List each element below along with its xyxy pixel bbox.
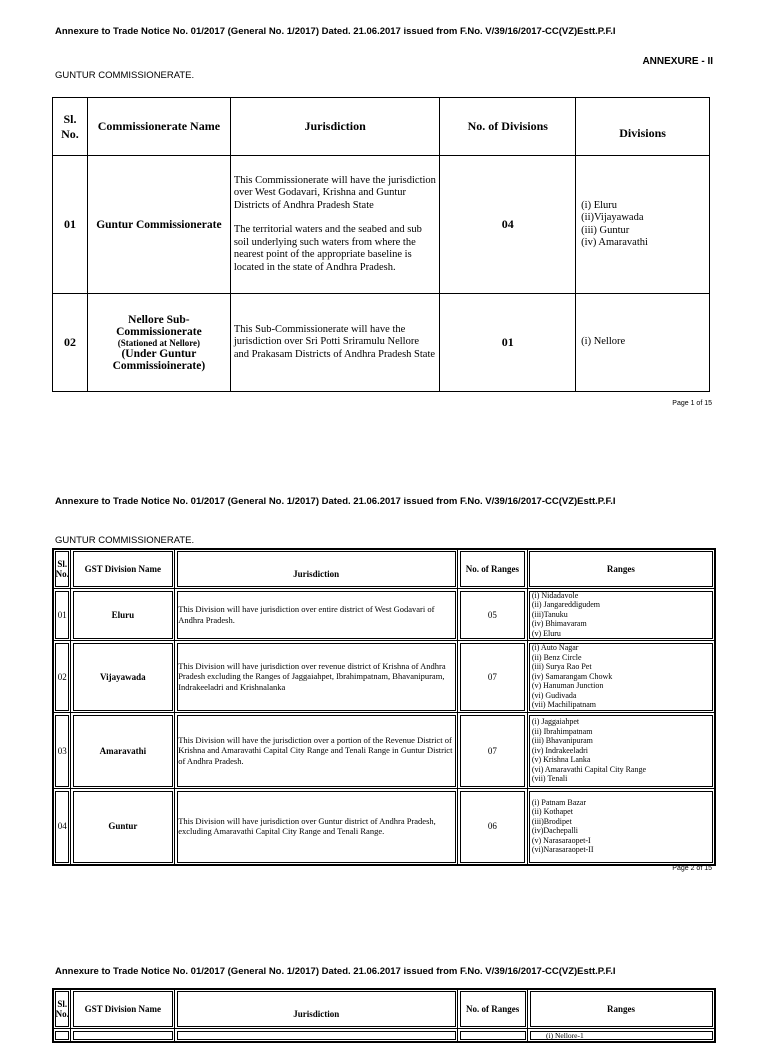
header-no-of-ranges: No. of Ranges xyxy=(458,549,528,589)
cell-sl-no: 01 xyxy=(53,589,71,641)
range-item: (i) Jaggaiahpet xyxy=(531,717,580,727)
range-item: (i) Auto Nagar xyxy=(531,643,579,653)
table-header-row xyxy=(53,549,715,589)
table-row xyxy=(53,641,715,713)
cell-no-of-ranges: 05 xyxy=(458,589,528,641)
annexure-label: ANNEXURE - II xyxy=(642,56,713,67)
cell-jurisdiction xyxy=(175,1029,458,1043)
division-item: (iii) Guntur xyxy=(581,224,630,236)
header-gst-division-name: GST Division Name xyxy=(71,549,175,589)
trade-notice-header: Annexure to Trade Notice No. 01/2017 (General No. 1/2017) Dated. 21.06.2017 issued from F.No. V/39/16/2017-CC(VZ)Estt.P.F.I xyxy=(55,966,616,977)
cell-no-of-divisions: 01 xyxy=(440,294,576,392)
cell-division-name: Guntur xyxy=(71,789,175,865)
cell-no-of-ranges xyxy=(458,1029,528,1043)
page-3 xyxy=(0,940,768,1040)
cell-divisions xyxy=(576,294,710,392)
jurisdiction-paragraph: The territorial waters and the seabed and sub soil underlying such waters from where the nearest point of the appropriate baseline is located in the state of Andhra Pradesh. xyxy=(233,224,422,273)
cell-division-name: Vijayawada xyxy=(71,641,175,713)
range-item: (iv)Dachepalli xyxy=(531,826,579,836)
cell-ranges xyxy=(527,713,715,789)
division-item: (i) Eluru xyxy=(581,199,618,211)
table-row xyxy=(53,294,710,392)
header-sl-no: Sl. No. xyxy=(53,989,71,1029)
table-row xyxy=(53,713,715,789)
range-item: (iii)Brodipet xyxy=(531,816,572,826)
page-number: Page 1 of 15 xyxy=(672,400,712,407)
cell-jurisdiction: This Sub-Commissionerate will have the jurisdiction over Sri Potti Sriramulu Nellore and Prakasam Districts of Andhra Pradesh State xyxy=(230,294,440,392)
range-item: (iv) Bhimavaram xyxy=(531,619,587,629)
range-item: (v) Narasaraopet-I xyxy=(531,835,591,845)
cell-sl-no: 03 xyxy=(53,713,71,789)
cell-no-of-ranges: 07 xyxy=(458,713,528,789)
header-jurisdiction: Jurisdiction xyxy=(230,98,440,156)
commissionerate-title: GUNTUR COMMISSIONERATE. xyxy=(55,535,195,546)
table-row xyxy=(53,789,715,865)
header-divisions: Divisions xyxy=(576,98,710,156)
range-item: (ii) Benz Circle xyxy=(531,652,582,662)
name-under: (Under Guntur Commissioinerate) xyxy=(112,347,206,372)
header-no-of-divisions: No. of Divisions xyxy=(440,98,576,156)
range-item: (vi) Gudivada xyxy=(531,690,577,700)
commissionerate-title: GUNTUR COMMISSIONERATE. xyxy=(55,70,195,81)
cell-division-name: Amaravathi xyxy=(71,713,175,789)
cell-jurisdiction: This Division will have jurisdiction over Guntur district of Andhra Pradesh, excluding Amaravathi Capital City Range and Tenali Range. xyxy=(175,789,458,865)
cell-ranges xyxy=(528,1029,715,1043)
range-item: (v) Hanuman Junction xyxy=(531,681,604,691)
cell-jurisdiction: This Division will have jurisdiction over entire district of West Godavari of Andhra Pradesh. xyxy=(175,589,458,641)
range-item: (vii) Machilipatnam xyxy=(531,700,597,710)
header-gst-division-name: GST Division Name xyxy=(71,989,175,1029)
division-item: (i) Nellore xyxy=(581,336,626,348)
range-item: (iii) Surya Rao Pet xyxy=(531,662,592,672)
header-ranges: Ranges xyxy=(527,549,715,589)
division-item: (iv) Amaravathi xyxy=(581,237,648,248)
range-item: (iii) Bhavanipuram xyxy=(531,736,593,746)
name-main: Nellore Sub-Commissionerate xyxy=(116,313,202,338)
gst-division-table xyxy=(52,988,716,1043)
jurisdiction-paragraph: This Commissionerate will have the jurisdiction over West Godavari, Krishna and Guntur Districts of Andhra Pradesh State xyxy=(233,174,436,211)
range-item: (iv) Samarangam Chowk xyxy=(531,671,613,681)
header-commissionerate-name: Commissionerate Name xyxy=(87,98,230,156)
cell-ranges xyxy=(527,589,715,641)
division-item: (ii)Vijayawada xyxy=(581,212,644,223)
trade-notice-header: Annexure to Trade Notice No. 01/2017 (General No. 1/2017) Dated. 21.06.2017 issued from F.No. V/39/16/2017-CC(VZ)Estt.P.F.I xyxy=(55,26,616,37)
range-item: (vi)Narasaraopet-II xyxy=(531,845,594,855)
cell-ranges xyxy=(527,641,715,713)
range-item: (v) Krishna Lanka xyxy=(531,755,591,765)
cell-ranges xyxy=(527,789,715,865)
table-row xyxy=(53,589,715,641)
header-jurisdiction: Jurisdiction xyxy=(175,989,458,1029)
range-item: (vii) Tenali xyxy=(531,774,568,784)
commissionerate-table xyxy=(52,97,710,392)
range-item: (i) Nellore-1 xyxy=(546,1030,584,1040)
cell-sl-no: 01 xyxy=(53,156,88,294)
cell-commissionerate-name xyxy=(87,294,230,392)
range-item: (ii) Ibrahimpatnam xyxy=(531,726,593,736)
table-header-row xyxy=(53,98,710,156)
cell-sl-no xyxy=(53,1029,71,1043)
name-stationed: (Stationed at Nellore) xyxy=(117,337,201,348)
cell-sl-no: 02 xyxy=(53,641,71,713)
cell-no-of-ranges: 07 xyxy=(458,641,528,713)
cell-no-of-divisions: 04 xyxy=(440,156,576,294)
range-item: (iv) Indrakeeladri xyxy=(531,745,589,755)
cell-commissionerate-name: Guntur Commissionerate xyxy=(87,156,230,294)
header-sl-no: Sl. No. xyxy=(53,98,88,156)
cell-jurisdiction: This Division will have the jurisdiction over a portion of the Revenue District of Krishna and Amaravathi Capital City Range and Tenali Range in Guntur District of Andhra Pradesh. xyxy=(175,713,458,789)
range-item: (ii) Jangareddigudem xyxy=(531,600,601,610)
cell-sl-no: 04 xyxy=(53,789,71,865)
header-no-of-ranges: No. of Ranges xyxy=(458,989,528,1029)
table-row xyxy=(53,156,710,294)
cell-sl-no: 02 xyxy=(53,294,88,392)
page-1 xyxy=(0,0,768,420)
cell-division-name xyxy=(71,1029,175,1043)
gst-division-table xyxy=(52,548,716,866)
range-item: (i) Patnam Bazar xyxy=(531,797,587,807)
table-header-row xyxy=(53,989,715,1029)
cell-jurisdiction: This Division will have jurisdiction over revenue district of Krishna of Andhra Pradesh excluding the Ranges of Jaggaiahpet, Ibrahimpatnam, Bhavanipuram, Indrakeeladri and Krishnalanka xyxy=(175,641,458,713)
range-item: (ii) Kothapet xyxy=(531,807,573,817)
cell-division-name: Eluru xyxy=(71,589,175,641)
cell-no-of-ranges: 06 xyxy=(458,789,528,865)
range-item: (iii)Tanuku xyxy=(531,609,568,619)
header-sl-no: Sl. No. xyxy=(53,549,71,589)
table-row xyxy=(53,1029,715,1043)
header-jurisdiction: Jurisdiction xyxy=(175,549,458,589)
cell-divisions xyxy=(576,156,710,294)
range-item: (vi) Amaravathi Capital City Range xyxy=(531,764,647,774)
range-item: (v) Eluru xyxy=(531,628,561,638)
trade-notice-header: Annexure to Trade Notice No. 01/2017 (General No. 1/2017) Dated. 21.06.2017 issued from F.No. V/39/16/2017-CC(VZ)Estt.P.F.I xyxy=(55,496,616,507)
range-item: (i) Nidadavole xyxy=(531,590,579,600)
page-2 xyxy=(0,470,768,890)
page-number: Page 2 of 15 xyxy=(672,865,712,872)
header-ranges: Ranges xyxy=(528,989,715,1029)
cell-jurisdiction xyxy=(230,156,440,294)
